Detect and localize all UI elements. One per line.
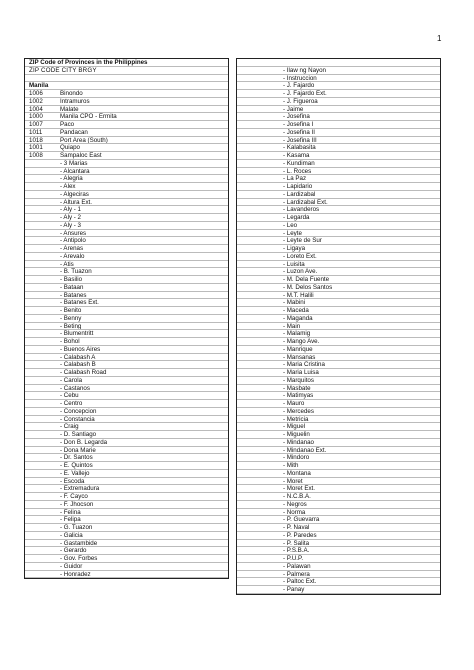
street-name: - Don B. Legarda (60, 438, 108, 446)
table-row (237, 400, 440, 408)
table-row (237, 144, 440, 152)
street-name: - Mindanao (283, 438, 314, 446)
street-name: - Arevalo (60, 252, 85, 260)
street-name: - Luzon Ave. (283, 268, 318, 276)
street-name: - Lapidario (283, 183, 313, 190)
street-name: - J. Figueroa (283, 97, 318, 105)
table-row (237, 485, 440, 493)
table-row (237, 307, 440, 315)
table-row (25, 571, 228, 579)
table-row (25, 493, 228, 501)
table-row (25, 121, 228, 129)
street-name: - Kalabasita (283, 144, 316, 152)
table-row (25, 563, 228, 571)
street-name: - Ansures (60, 229, 87, 237)
table-row (237, 284, 440, 292)
right-column-table (236, 58, 441, 595)
table-row (237, 152, 440, 160)
table-row (237, 106, 440, 114)
street-name: - Manrique (283, 345, 313, 353)
table-row (25, 346, 228, 354)
table-row (237, 323, 440, 331)
street-name: - Mabini (283, 299, 306, 307)
street-name: - Norma (283, 508, 306, 516)
street-name: - Ilaw ng Nayon (283, 66, 326, 74)
street-name: - Lardizabal (283, 190, 316, 198)
table-row (25, 431, 228, 439)
street-name: - Maceda (283, 307, 309, 314)
street-name: - Constancia (60, 415, 95, 423)
street-name: - Moret (283, 477, 303, 485)
table-row (25, 532, 228, 540)
district-name: Quiapo (60, 144, 80, 152)
table-row (25, 206, 228, 214)
table-row (25, 268, 228, 276)
table-row (25, 509, 228, 517)
table-row (237, 571, 440, 579)
street-name: - Palawan (283, 562, 311, 570)
table-row (237, 555, 440, 563)
table-row (25, 315, 228, 323)
table-row (237, 330, 440, 338)
street-name: - Atis (60, 260, 74, 268)
street-name: - Kasama (283, 152, 310, 159)
table-row (237, 462, 440, 470)
street-name: - Castanos (60, 384, 90, 392)
street-name: - Loreto Ext. (283, 252, 317, 260)
street-name: - P. Paredes (283, 531, 317, 539)
table-row (25, 90, 228, 98)
street-name: - J. Fajardo (283, 82, 315, 90)
table-row (237, 292, 440, 300)
zip-code: 1018 (29, 136, 43, 144)
street-name: - Benny (60, 314, 82, 322)
street-name: - Beting (60, 322, 82, 330)
table-row (25, 439, 228, 447)
street-name: - Bohol (60, 338, 80, 345)
district-name: Sampaloc East (60, 152, 102, 159)
street-name: - 3 Marias (60, 159, 88, 167)
street-name: - P. Naval (283, 524, 310, 531)
zip-code: 1001 (29, 144, 43, 152)
table-row (237, 540, 440, 548)
table-row (237, 113, 440, 121)
table-row (25, 416, 228, 424)
district-name: Intramuros (60, 97, 90, 105)
street-name: - M. Dela Fuente (283, 276, 330, 283)
table-row (237, 315, 440, 323)
table-row (237, 346, 440, 354)
street-name: - Calabash Road (60, 369, 107, 376)
table-row (25, 385, 228, 393)
street-name: - N.C.B.A. (283, 493, 311, 500)
table-row (25, 106, 228, 114)
street-name: - Palmera (283, 570, 310, 578)
district-name: Pandacan (60, 128, 88, 136)
street-name: - Kundiman (283, 159, 315, 167)
table-row (237, 454, 440, 462)
street-name: - Instruccion (283, 74, 317, 82)
street-name: - Guidor (60, 562, 83, 570)
street-name: - M.T. Halili (283, 291, 314, 299)
street-name: - Antipolo (60, 237, 86, 245)
street-name: - Miguelin (283, 431, 310, 438)
street-name: - M. Delos Santos (283, 283, 333, 291)
street-name: - Felina (60, 508, 81, 516)
street-name: - Blumentritt (60, 330, 94, 338)
table-row (25, 361, 228, 369)
table-row (237, 206, 440, 214)
table-row (25, 323, 228, 331)
table-row (237, 168, 440, 176)
table-row (237, 447, 440, 455)
street-name: - P.S.B.A. (283, 547, 310, 555)
table-row (237, 230, 440, 238)
zip-code: 1007 (29, 121, 43, 128)
street-name: - Ligaya (283, 245, 306, 252)
table-row (237, 501, 440, 509)
street-name: - Centro (60, 400, 83, 407)
table-row (237, 509, 440, 517)
table-row (237, 361, 440, 369)
street-name: - Leyte de Sur (283, 237, 322, 245)
table-row (237, 516, 440, 524)
table-row (25, 253, 228, 261)
table-row (25, 307, 228, 315)
table-row (25, 191, 228, 199)
table-row (237, 354, 440, 362)
street-name: - Bataan (60, 283, 84, 291)
table-row (25, 547, 228, 555)
table-row (237, 175, 440, 183)
table-title: ZIP Code of Provinces in the Philippines (25, 59, 228, 67)
table-row (237, 524, 440, 532)
table-row (237, 586, 440, 594)
street-name: - Maria Cristina (283, 361, 325, 369)
street-name: - Marquitos (283, 376, 314, 384)
street-name: - Buenos Aires (60, 345, 101, 353)
table-row (25, 183, 228, 191)
street-name: - Alcantara (60, 167, 90, 175)
street-name: - G. Tuazon (60, 524, 93, 531)
street-name: - E. Vallejo (60, 469, 90, 477)
table-row (25, 540, 228, 548)
street-name: - Masbate (283, 384, 311, 392)
table-row (25, 354, 228, 362)
street-name: - La Paz (283, 175, 307, 183)
district-name: Port Area (South) (60, 136, 108, 144)
street-name: - Malamig (283, 330, 311, 338)
street-name: - L. Roces (283, 167, 312, 175)
street-name: - Maganda (283, 314, 313, 322)
street-name: - Lardizabal Ext. (283, 198, 328, 206)
table-row (25, 222, 228, 230)
street-name: - Carola (60, 376, 83, 384)
table-row (237, 245, 440, 253)
table-row (237, 547, 440, 555)
table-row (25, 113, 228, 121)
zip-code: 1000 (29, 113, 43, 121)
table-row (237, 268, 440, 276)
street-name: - Miguel (283, 423, 306, 431)
table-row (25, 144, 228, 152)
table-row (25, 98, 228, 106)
table-row (25, 423, 228, 431)
street-name: - Gov. Forbes (60, 555, 98, 562)
table-row (25, 292, 228, 300)
street-name: - Mansanas (283, 353, 316, 361)
street-name: - Honradez (60, 570, 91, 578)
street-name: - Gastambide (60, 539, 98, 547)
street-name: - Felipa (60, 516, 81, 524)
table-row (237, 470, 440, 478)
table-row (25, 276, 228, 284)
table-row (237, 222, 440, 230)
table-row (25, 447, 228, 455)
street-name: - Calabash B (60, 361, 96, 369)
street-name: - Cebu (60, 392, 79, 400)
table-header: ZIP CODE CITY BRGY (25, 67, 228, 75)
street-name: - F. Jhocson (60, 500, 94, 508)
street-name: - Alex (60, 183, 76, 190)
table-row (237, 563, 440, 571)
street-name: - Altura Ext. (60, 198, 92, 206)
table-row (25, 175, 228, 183)
zip-code: 1002 (29, 97, 43, 105)
table-row (237, 338, 440, 346)
street-name: - Main (283, 322, 301, 330)
street-name: - Josefina III (283, 136, 317, 144)
table-row (237, 237, 440, 245)
table-row (237, 423, 440, 431)
street-name: - J. Fajardo Ext. (283, 90, 327, 97)
street-name: - Gerardo (60, 547, 87, 555)
district-name: Binondo (60, 90, 83, 97)
table-row (25, 485, 228, 493)
table-row (237, 377, 440, 385)
street-name: - Aly - 2 (60, 214, 81, 221)
city-heading: Manila (25, 82, 228, 90)
street-name: - Lavanderos (283, 206, 320, 214)
street-name: - Jaime (283, 105, 304, 113)
table-row (25, 462, 228, 470)
table-row (237, 253, 440, 261)
table-row (237, 439, 440, 447)
street-name: - Calabash A (60, 353, 96, 361)
table-row (237, 369, 440, 377)
street-name: - E. Quintos (60, 462, 93, 469)
street-name: - Paltoc Ext. (283, 578, 317, 586)
table-row (237, 431, 440, 439)
street-name: - Benito (60, 307, 82, 314)
street-name: - Algeciras (60, 190, 89, 198)
table-row (237, 191, 440, 199)
table-row (25, 408, 228, 416)
table-row (237, 578, 440, 586)
street-name: - Metricia (283, 415, 309, 423)
street-name: - Mindoro (283, 454, 310, 462)
table-row (25, 392, 228, 400)
street-name: - Panay (283, 586, 305, 593)
table-row (237, 199, 440, 207)
table-row (237, 121, 440, 129)
street-name: - Aly - 1 (60, 206, 81, 214)
zip-code: 1006 (29, 90, 43, 97)
street-name: - F. Cayco (60, 493, 88, 500)
street-name: - Moret Ext. (283, 485, 315, 493)
left-column-table (24, 58, 229, 579)
street-name: - Matimyas (283, 392, 314, 400)
zip-code: 1008 (29, 152, 43, 159)
table-row (237, 137, 440, 145)
table-row (25, 129, 228, 137)
table-row (237, 82, 440, 90)
street-name: - Montana (283, 469, 311, 477)
table-row (237, 408, 440, 416)
table-row (25, 338, 228, 346)
street-name: - P. Guevarra (283, 516, 320, 524)
zip-code: 1011 (29, 128, 43, 136)
street-name: - Basilio (60, 276, 83, 283)
district-name: Manila CPO - Ermita (60, 113, 117, 121)
street-name: - Maria Luisa (283, 369, 319, 376)
street-name: - Josefina II (283, 128, 315, 136)
table-row (237, 98, 440, 106)
table-row (237, 160, 440, 168)
street-name: - P. Salita (283, 539, 310, 547)
zip-code: 1004 (29, 105, 43, 113)
street-name: - Legarda (283, 214, 310, 221)
table-row (237, 416, 440, 424)
table-row (237, 75, 440, 83)
table-row (25, 369, 228, 377)
table-row (237, 478, 440, 486)
table-row (25, 230, 228, 238)
street-name: - D. Santiago (60, 431, 97, 438)
table-row (237, 90, 440, 98)
table-row (25, 555, 228, 563)
table-row (25, 261, 228, 269)
street-name: - Mith (283, 462, 299, 469)
street-name: - Concepcion (60, 407, 97, 415)
district-name: Malate (60, 105, 79, 113)
street-name: - Escoda (60, 477, 85, 485)
street-name: - Alegria (60, 175, 83, 183)
street-name: - B. Tuazon (60, 268, 92, 276)
district-name: Paco (60, 121, 75, 128)
table-row (25, 524, 228, 532)
table-row (237, 214, 440, 222)
table-row (25, 160, 228, 168)
street-name: - Aly - 3 (60, 221, 81, 229)
blank-row (25, 75, 228, 83)
table-row (237, 67, 440, 75)
table-row (25, 199, 228, 207)
table-row (25, 168, 228, 176)
street-name: - Dr. Santos (60, 454, 93, 462)
table-row (237, 276, 440, 284)
table-row (25, 152, 228, 160)
table-row (25, 299, 228, 307)
table-row (25, 400, 228, 408)
table-row (237, 493, 440, 501)
table-row (25, 501, 228, 509)
table-row (25, 454, 228, 462)
street-name: - Mauro (283, 400, 305, 407)
table-row (25, 377, 228, 385)
street-name: - Mindanao Ext. (283, 446, 327, 454)
table-row (237, 532, 440, 540)
table-row (237, 183, 440, 191)
street-name: - Arenas (60, 245, 84, 252)
table-row (25, 284, 228, 292)
table-row (237, 385, 440, 393)
table-row (25, 214, 228, 222)
street-name: - Luisita (283, 260, 305, 268)
table-row (237, 261, 440, 269)
table-row (25, 478, 228, 486)
page-number: 1 (437, 34, 442, 43)
street-name: - P.U.P. (283, 555, 304, 562)
table-row (237, 299, 440, 307)
table-row (25, 237, 228, 245)
street-name: - Leyte (283, 229, 302, 237)
street-name: - Galicia (60, 531, 83, 539)
street-name: - Extremadura (60, 485, 100, 493)
table-row (237, 59, 440, 67)
table-row (25, 245, 228, 253)
table-row (25, 137, 228, 145)
street-name: - Leo (283, 221, 298, 229)
table-row (25, 516, 228, 524)
street-name: - Batanes Ext. (60, 299, 99, 307)
table-row (25, 330, 228, 338)
street-name: - Dona Marie (60, 446, 96, 454)
table-row (237, 392, 440, 400)
street-name: - Craig (60, 423, 79, 431)
street-name: - Mango Ave. (283, 338, 320, 345)
table-row (25, 470, 228, 478)
street-name: - Josefina I (283, 121, 314, 128)
table-row (237, 129, 440, 137)
street-name: - Mercedes (283, 407, 314, 415)
street-name: - Josefina (283, 113, 310, 121)
street-name: - Negros (283, 500, 307, 508)
street-name: - Batanes (60, 291, 87, 299)
